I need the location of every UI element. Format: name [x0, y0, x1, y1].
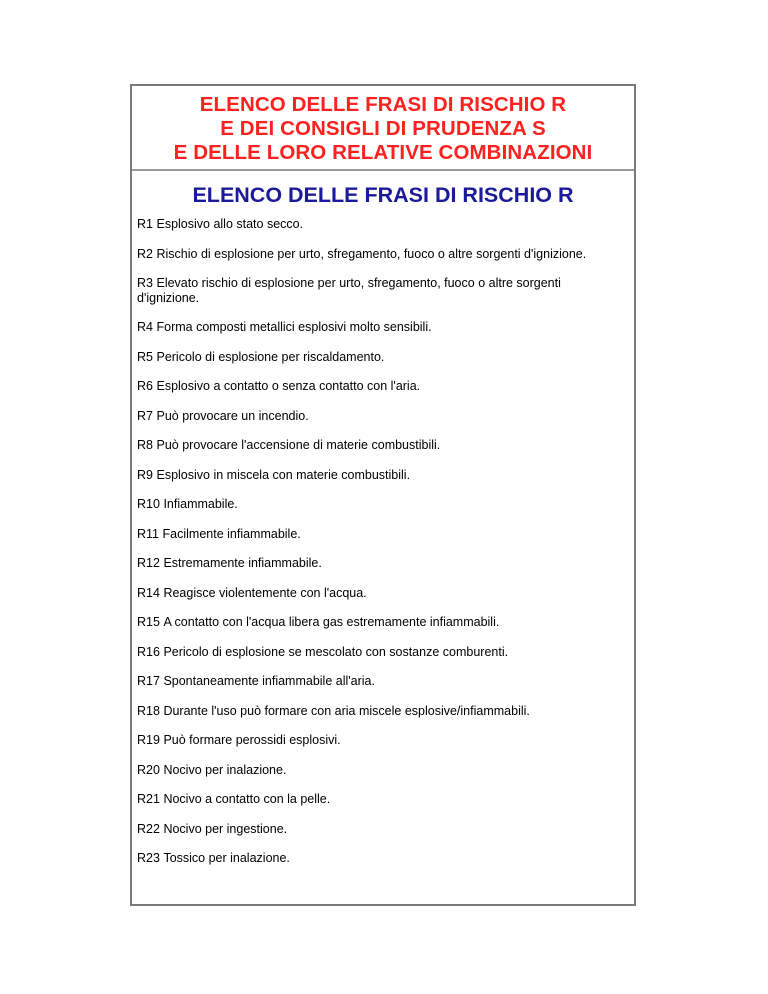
- risk-phrase-item: [137, 350, 634, 365]
- risk-phrase-text: Elevato rischio di esplosione per urto, sfregamento, fuoco o altre sorgenti d'ignizione.: [137, 276, 561, 305]
- document-table: [130, 84, 636, 906]
- risk-phrase-code: R3: [137, 276, 153, 290]
- risk-phrase-item: [137, 645, 634, 660]
- risk-phrase-text: Pericolo di esplosione per riscaldamento.: [156, 349, 385, 364]
- risk-phrase-text: A contatto con l'acqua libera gas estremamente infiammabili.: [163, 615, 500, 629]
- risk-phrase-code: R15: [137, 615, 160, 629]
- risk-phrase-code: R9: [137, 467, 153, 482]
- risk-phrase-text: Può formare perossidi esplosivi.: [163, 733, 341, 747]
- risk-phrase-item: [137, 276, 634, 305]
- risk-phrase-text: Facilmente infiammabile.: [162, 526, 301, 541]
- risk-phrase-code: R16: [137, 644, 160, 659]
- risk-phrase-code: R21: [137, 792, 160, 806]
- risk-phrase-list: [132, 208, 634, 866]
- risk-phrase-code: R2: [137, 246, 153, 261]
- risk-phrase-code: R23: [137, 851, 160, 865]
- risk-phrase-code: R7: [137, 408, 153, 423]
- risk-phrase-text: Forma composti metallici esplosivi molto sensibili.: [156, 320, 432, 334]
- title-line-1: ELENCO DELLE FRASI DI RISCHIO R: [199, 93, 567, 116]
- risk-phrase-text: Estremamente infiammabile.: [163, 556, 322, 570]
- risk-phrase-text: Nocivo per inalazione.: [163, 762, 287, 777]
- title-line-2: E DEI CONSIGLI DI PRUDENZA S: [220, 117, 546, 140]
- risk-phrase-item: [137, 822, 634, 837]
- risk-phrase-item: [137, 763, 634, 778]
- risk-phrase-text: Esplosivo allo stato secco.: [156, 217, 304, 231]
- risk-phrase-text: Rischio di esplosione per urto, sfregamento, fuoco o altre sorgenti d'ignizione.: [156, 246, 587, 261]
- risk-phrase-text: Spontaneamente infiammabile all'aria.: [163, 674, 375, 688]
- risk-phrase-item: [137, 556, 634, 571]
- title-line-3: E DELLE LORO RELATIVE COMBINAZIONI: [173, 141, 593, 164]
- section-heading: ELENCO DELLE FRASI DI RISCHIO R: [192, 183, 574, 207]
- risk-phrase-item: [137, 379, 634, 394]
- risk-phrase-code: R5: [137, 349, 153, 364]
- risk-phrase-text: Durante l'uso può formare con aria miscele esplosive/infiammabili.: [163, 703, 530, 718]
- risk-phrase-code: R17: [137, 674, 160, 688]
- risk-phrase-item: [137, 586, 634, 601]
- risk-phrase-code: R19: [137, 733, 160, 747]
- document-title: [132, 86, 634, 171]
- risk-phrase-text: Nocivo per ingestione.: [163, 821, 288, 836]
- risk-phrase-code: R8: [137, 438, 153, 452]
- risk-phrase-code: R1: [137, 217, 153, 231]
- risk-phrase-item: [137, 704, 634, 719]
- risk-phrase-text: Reagisce violentemente con l'acqua.: [163, 585, 367, 600]
- risk-phrase-item: [137, 674, 634, 689]
- risk-phrase-code: R12: [137, 556, 160, 570]
- risk-phrase-item: [137, 438, 634, 453]
- risk-phrase-item: [137, 527, 634, 542]
- risk-phrase-item: [137, 497, 634, 512]
- risk-phrase-text: Può provocare l'accensione di materie combustibili.: [156, 438, 441, 452]
- risk-phrase-item: [137, 851, 634, 866]
- risk-phrase-text: Nocivo a contatto con la pelle.: [163, 792, 331, 806]
- risk-phrase-code: R4: [137, 320, 153, 334]
- risk-phrase-text: Pericolo di esplosione se mescolato con sostanze comburenti.: [163, 644, 509, 659]
- risk-phrase-text: Può provocare un incendio.: [156, 408, 309, 423]
- risk-phrase-code: R18: [137, 703, 160, 718]
- risk-phrase-code: R22: [137, 821, 160, 836]
- risk-phrase-item: [137, 792, 634, 807]
- risk-phrase-item: [137, 733, 634, 748]
- risk-phrase-item: [137, 320, 634, 335]
- risk-phrase-code: R20: [137, 762, 160, 777]
- risk-phrase-item: [137, 217, 634, 232]
- risk-phrase-text: Esplosivo a contatto o senza contatto con l'aria.: [156, 379, 421, 393]
- risk-phrase-text: Esplosivo in miscela con materie combustibili.: [156, 467, 411, 482]
- risk-phrase-text: Tossico per inalazione.: [163, 851, 290, 865]
- risk-phrase-item: [137, 468, 634, 483]
- risk-phrase-item: [137, 615, 634, 630]
- risk-phrase-code: R14: [137, 585, 160, 600]
- risk-phrase-item: [137, 409, 634, 424]
- risk-phrase-code: R6: [137, 379, 153, 393]
- content-section: [132, 171, 634, 866]
- risk-phrase-code: R10: [137, 497, 160, 511]
- risk-phrase-text: Infiammabile.: [163, 497, 238, 511]
- risk-phrase-item: [137, 247, 634, 262]
- risk-phrase-code: R11: [137, 526, 160, 541]
